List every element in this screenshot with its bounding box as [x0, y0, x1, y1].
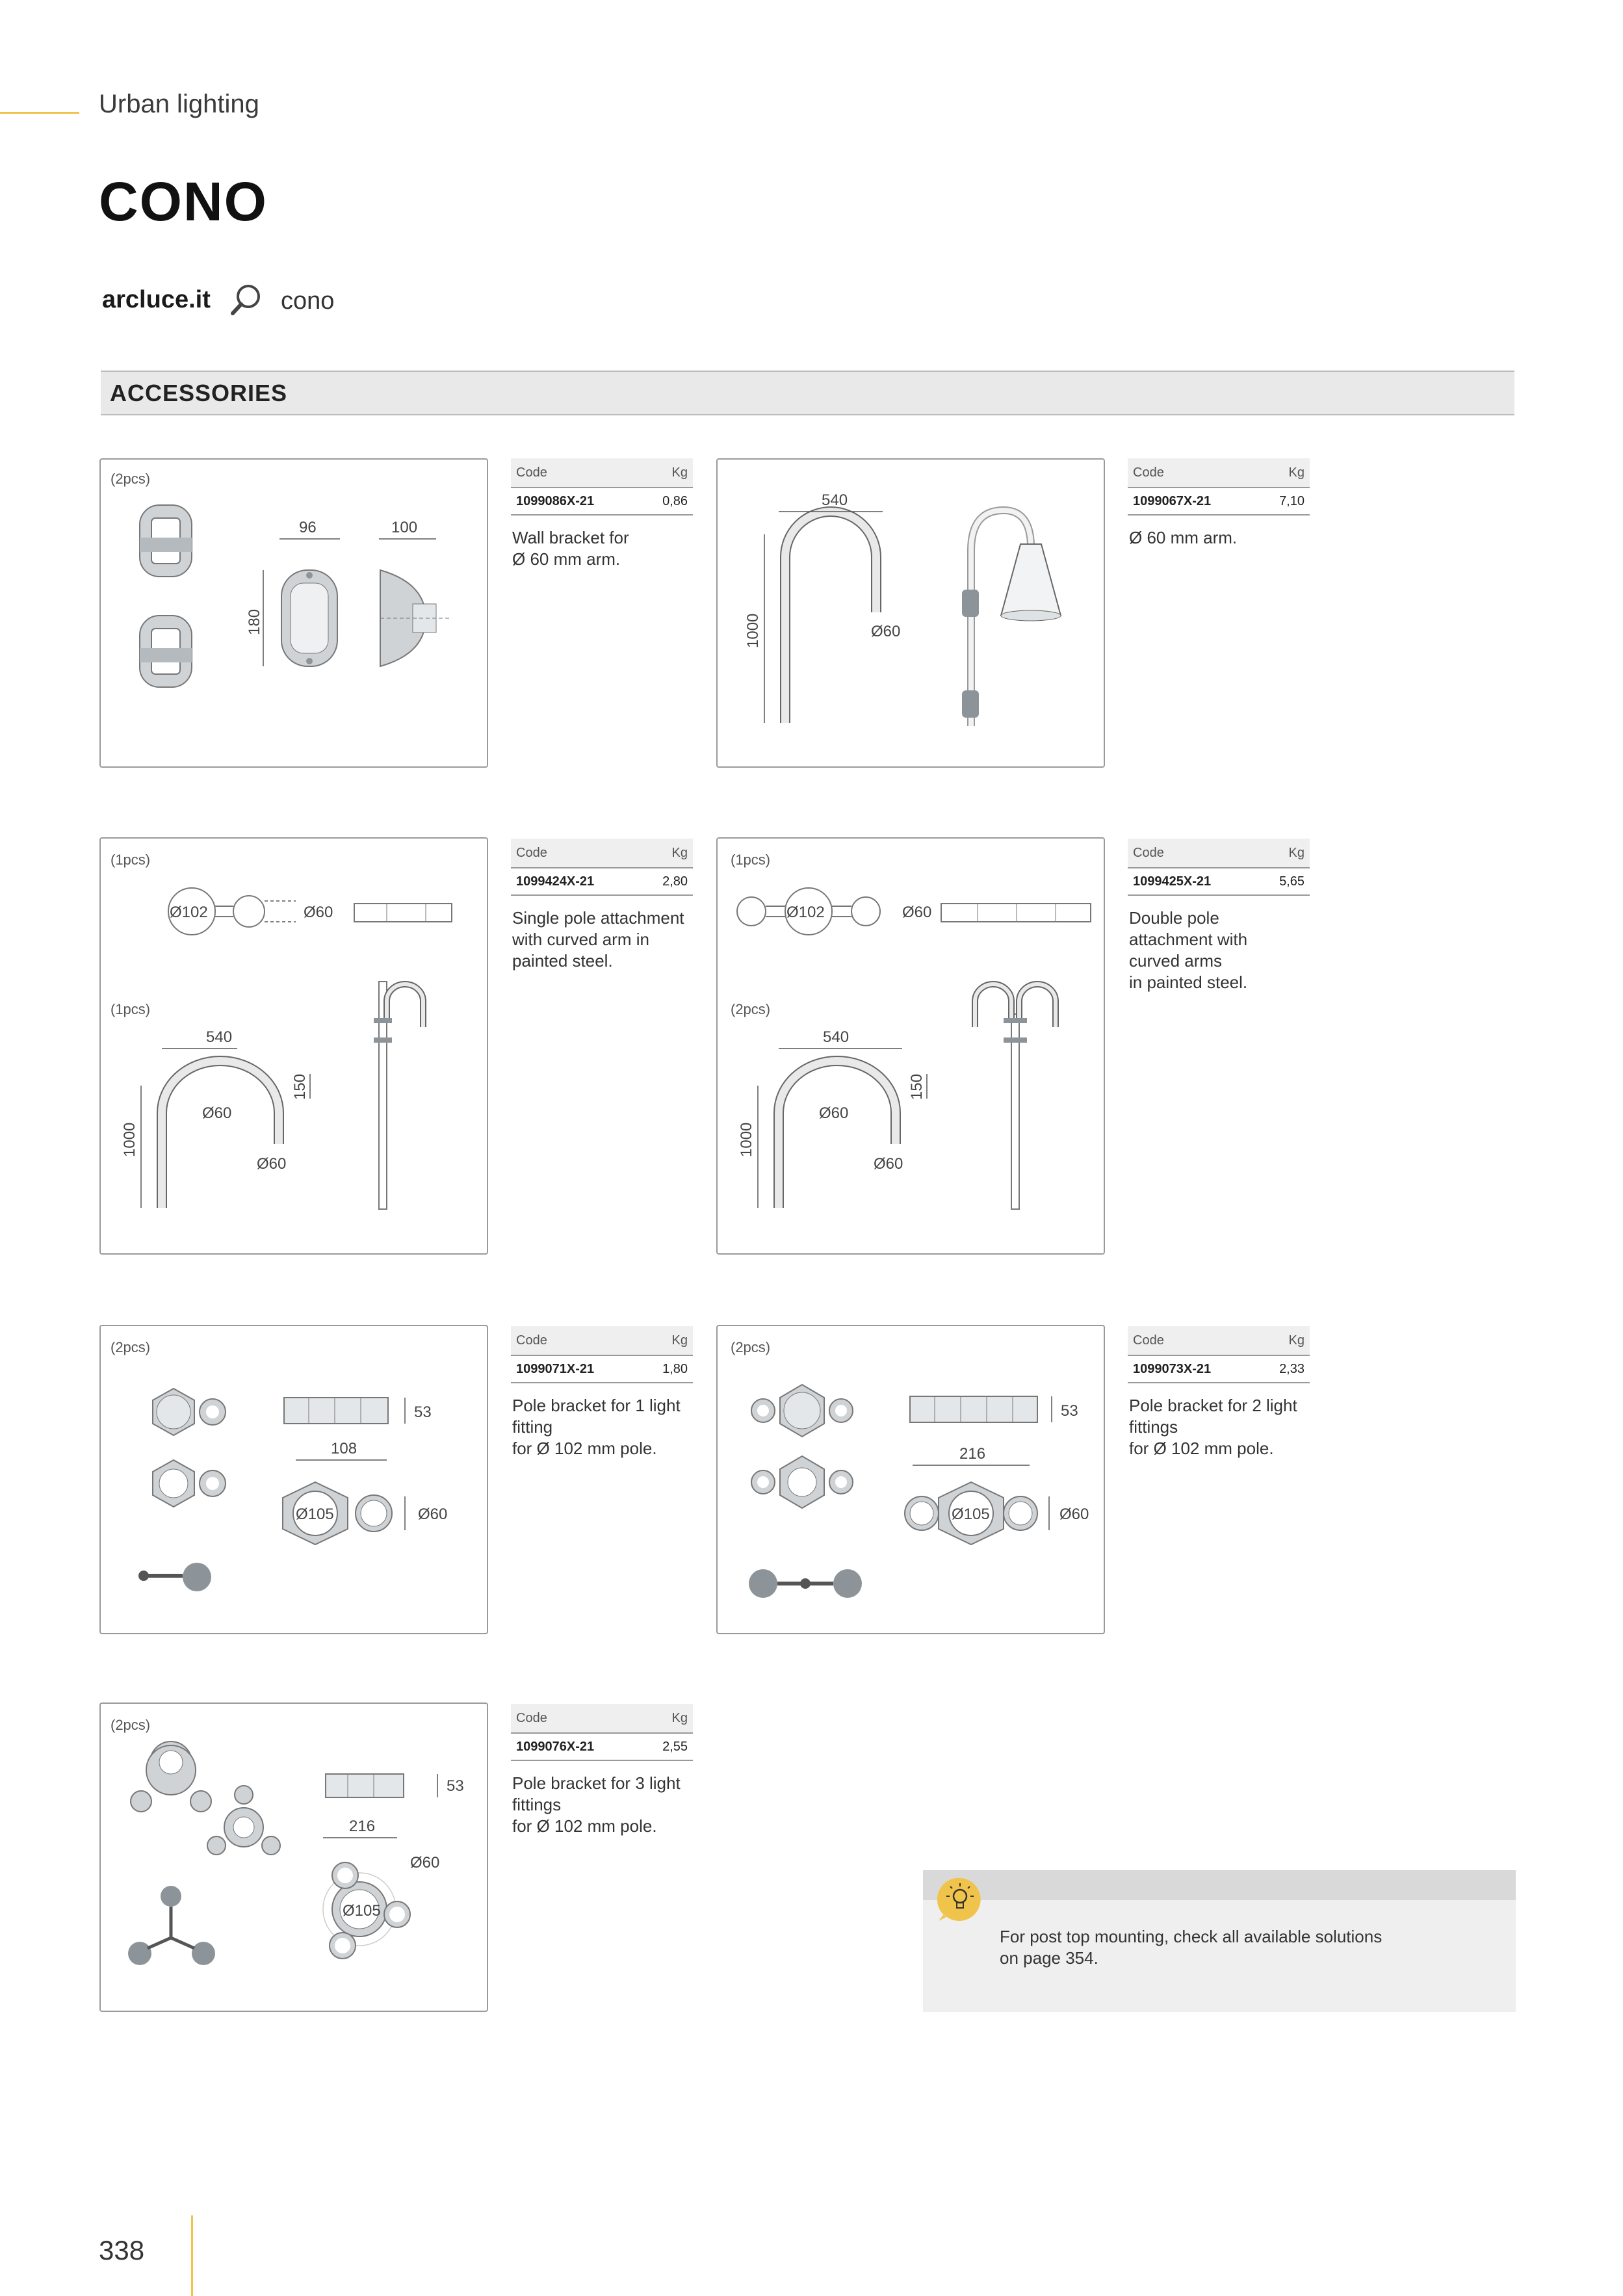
product-description: Pole bracket for 2 light fittings for Ø 102 mm pole. — [1129, 1396, 1297, 1458]
double-pole-drawing — [718, 839, 1104, 1253]
bracket-render-top — [140, 505, 192, 577]
product-image-box — [716, 1325, 1105, 1634]
dim-label: 150 — [908, 1073, 926, 1100]
product-weight: 2,55 — [640, 1733, 693, 1760]
lamp-mount-top — [962, 590, 979, 617]
kg-header: Kg — [1257, 839, 1310, 868]
lightbulb-icon — [937, 1877, 983, 1922]
product-code: 1099425X-21 — [1128, 868, 1257, 895]
product-weight: 5,65 — [1257, 868, 1310, 895]
dim-label: 108 — [331, 1440, 357, 1457]
dim-label: 53 — [447, 1777, 464, 1795]
product-table — [511, 1704, 693, 1761]
page-number: 338 — [99, 2235, 145, 2265]
dim-label: Ø60 — [874, 1155, 903, 1173]
product-info — [1128, 1326, 1310, 1459]
product-info — [1128, 839, 1310, 993]
product-image-box — [99, 458, 488, 768]
product-info — [511, 458, 693, 570]
product-description: Pole bracket for 1 light fitting for Ø 102 mm pole. — [512, 1396, 681, 1458]
dim-label: 540 — [206, 1028, 233, 1046]
product-table — [1128, 458, 1310, 515]
curved-arm-drawing — [718, 460, 1104, 766]
pole-bracket-3-drawing — [101, 1704, 487, 2011]
kg-header: Kg — [1257, 1326, 1310, 1355]
quantity-label: (2pcs) — [110, 1717, 151, 1733]
dim-label: Ø60 — [418, 1506, 448, 1523]
accessories-bar — [101, 371, 1514, 415]
lamp-mount-bottom — [962, 690, 979, 718]
dim-label: 150 — [291, 1073, 309, 1100]
product-info — [511, 1326, 693, 1459]
product-description: Single pole attachment with curved arm in painted steel. — [512, 908, 684, 971]
dim-label: 96 — [299, 519, 317, 536]
product-image-box — [99, 1325, 488, 1634]
quantity-label: (1pcs) — [110, 1001, 151, 1017]
code-header: Code — [511, 1326, 640, 1355]
tip-box — [923, 1870, 1516, 2012]
dim-label: 1000 — [738, 1122, 755, 1157]
dim-label: 1000 — [121, 1122, 138, 1157]
quantity-label: (2pcs) — [731, 1339, 771, 1355]
pole-bracket-2-drawing — [718, 1326, 1104, 1633]
product-table — [511, 1326, 693, 1383]
page-number-rule — [191, 2215, 193, 2296]
dim-label: 216 — [349, 1818, 376, 1835]
product-table — [1128, 839, 1310, 896]
product-image-box — [716, 837, 1105, 1255]
site-name[interactable]: arcluce.it — [102, 286, 211, 313]
product-code: 1099424X-21 — [511, 868, 640, 895]
dim-label: 216 — [959, 1445, 986, 1463]
quantity-label: (2pcs) — [110, 471, 151, 487]
dim-label: Ø60 — [1059, 1506, 1089, 1523]
dim-label: Ø105 — [296, 1506, 334, 1523]
product-image-box — [99, 837, 488, 1255]
dim-label: 180 — [246, 608, 263, 635]
kg-header: Kg — [640, 458, 693, 488]
quantity-label: (2pcs) — [731, 1001, 771, 1017]
code-header: Code — [511, 458, 640, 488]
product-code: 1099086X-21 — [511, 488, 640, 515]
product-info — [511, 1704, 693, 1837]
code-header: Code — [1128, 839, 1257, 868]
dim-label: 540 — [823, 1028, 850, 1046]
product-table — [511, 458, 693, 515]
product-info — [1128, 458, 1310, 549]
kg-header: Kg — [1257, 458, 1310, 488]
product-table — [1128, 1326, 1310, 1383]
dim-label: Ø60 — [304, 904, 333, 921]
dim-label: Ø105 — [952, 1506, 990, 1523]
dim-label: Ø60 — [410, 1854, 440, 1872]
search-icon[interactable] — [229, 282, 264, 317]
quantity-label: (1pcs) — [110, 852, 151, 868]
page-title: CONO — [99, 171, 268, 232]
product-description: Double pole attachment with curved arms in painted steel. — [1129, 908, 1248, 992]
header-accent-line — [0, 112, 79, 114]
product-description: Wall bracket for Ø 60 mm arm. — [512, 528, 629, 569]
section-label: Urban lighting — [99, 90, 259, 118]
tip-band — [923, 1870, 1516, 1900]
dim-label: Ø60 — [871, 623, 901, 640]
product-weight: 7,10 — [1257, 488, 1310, 515]
product-weight: 0,86 — [640, 488, 693, 515]
product-code: 1099076X-21 — [511, 1733, 640, 1760]
kg-header: Kg — [640, 1704, 693, 1733]
accessories-title: ACCESSORIES — [110, 380, 288, 406]
product-code: 1099067X-21 — [1128, 488, 1257, 515]
product-code: 1099071X-21 — [511, 1355, 640, 1383]
search-query[interactable]: cono — [281, 287, 335, 315]
dim-label: Ø60 — [902, 904, 932, 921]
kg-header: Kg — [640, 1326, 693, 1355]
product-weight: 2,33 — [1257, 1355, 1310, 1383]
code-header: Code — [1128, 458, 1257, 488]
pole-bracket-1-drawing — [101, 1326, 487, 1633]
dim-label: Ø102 — [786, 904, 825, 921]
product-description: Ø 60 mm arm. — [1129, 528, 1238, 547]
wall-bracket-drawing — [101, 460, 487, 766]
product-code: 1099073X-21 — [1128, 1355, 1257, 1383]
lamp-head — [1001, 544, 1061, 616]
quantity-label: (2pcs) — [110, 1339, 151, 1355]
dim-label: Ø60 — [202, 1104, 232, 1122]
product-description: Pole bracket for 3 light fittings for Ø 102 mm pole. — [512, 1773, 681, 1836]
code-header: Code — [1128, 1326, 1257, 1355]
kg-header: Kg — [640, 839, 693, 868]
product-image-box — [99, 1702, 488, 2012]
product-weight: 1,80 — [640, 1355, 693, 1383]
dim-label: 540 — [822, 491, 848, 509]
dim-label: 53 — [414, 1403, 432, 1421]
dim-label: Ø60 — [819, 1104, 849, 1122]
dim-label: Ø105 — [343, 1902, 381, 1920]
tip-text: For post top mounting, check all available solutions on page 354. — [1000, 1927, 1383, 1968]
single-pole-drawing — [101, 839, 487, 1253]
code-header: Code — [511, 839, 640, 868]
dim-label: 100 — [391, 519, 418, 536]
bracket-render-bottom — [140, 616, 192, 687]
dim-label: Ø60 — [257, 1155, 287, 1173]
quantity-label: (1pcs) — [731, 852, 771, 868]
dim-label: 1000 — [744, 613, 762, 648]
product-image-box — [716, 458, 1105, 768]
code-header: Code — [511, 1704, 640, 1733]
dim-label: 53 — [1061, 1402, 1078, 1420]
product-table — [511, 839, 693, 896]
product-info — [511, 839, 693, 972]
product-weight: 2,80 — [640, 868, 693, 895]
dim-label: Ø102 — [170, 904, 208, 921]
